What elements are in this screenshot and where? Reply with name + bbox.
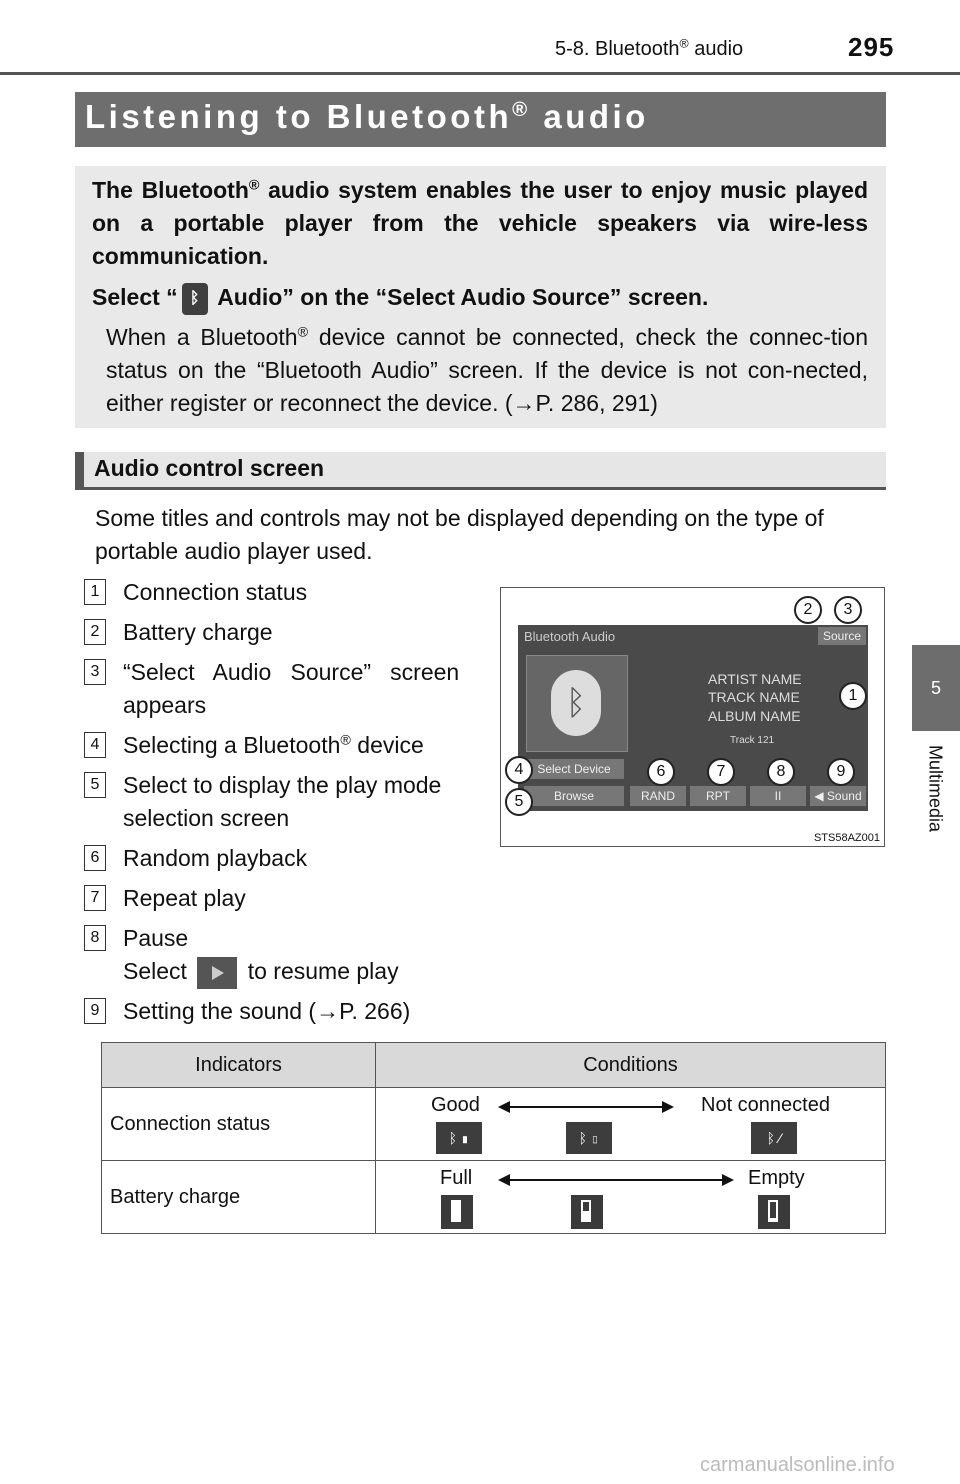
range-end: Empty	[748, 1167, 805, 1189]
number-badge: 8	[84, 925, 106, 951]
subsection-heading: Audio control screen	[75, 452, 886, 490]
random-button[interactable]: RAND	[630, 786, 686, 806]
bluetooth-good-icon: ᛒ ▮	[436, 1122, 482, 1154]
callout: 8	[767, 758, 795, 786]
number-badge: 4	[84, 732, 106, 758]
callout: 3	[834, 596, 862, 624]
select-instruction: Select “ ᛒ Audio” on the “Select Audio Source” screen.	[92, 281, 868, 315]
bluetooth-icon: ᛒ	[551, 670, 601, 736]
range-start: Full	[440, 1167, 473, 1189]
track-name: TRACK NAME	[708, 689, 800, 705]
column-header: Indicators	[102, 1043, 376, 1088]
select-device-button[interactable]: Select Device	[524, 759, 624, 779]
body-text: Some titles and controls may not be displayed depending on the type of portable audio player used.	[95, 505, 824, 564]
callout: 6	[647, 758, 675, 786]
range-start: Good	[431, 1094, 480, 1116]
page-title: Listening to Bluetooth® audio	[75, 92, 886, 147]
table-row	[102, 1088, 886, 1161]
indicator-table	[101, 1042, 886, 1234]
album-name: ALBUM NAME	[708, 708, 801, 724]
track-number: Track 121	[730, 735, 775, 746]
number-badge: 5	[84, 772, 106, 798]
play-icon	[197, 957, 237, 989]
header-rule	[0, 72, 960, 75]
section-header: 5-8. Bluetooth® audio	[555, 36, 744, 60]
screen-image	[518, 625, 868, 811]
intro-box	[75, 166, 886, 428]
bluetooth-not-connected-icon: ᛒ ⁄	[751, 1122, 797, 1154]
repeat-button[interactable]: RPT	[690, 786, 746, 806]
double-arrow-icon	[500, 1106, 672, 1108]
battery-full-icon	[441, 1195, 473, 1229]
browse-button[interactable]: Browse	[524, 786, 624, 806]
battery-empty-icon	[758, 1195, 790, 1229]
source-button[interactable]: Source	[818, 627, 866, 645]
condition-cell	[376, 1088, 886, 1161]
screen-title: Bluetooth Audio	[524, 629, 616, 644]
battery-half-icon	[571, 1195, 603, 1229]
callout: 9	[827, 758, 855, 786]
screen-figure	[500, 587, 885, 847]
chapter-tab[interactable]: 5	[912, 645, 960, 731]
callout: 5	[505, 788, 533, 816]
table-row	[102, 1161, 886, 1234]
number-badge: 1	[84, 579, 106, 605]
intro-note: When a Bluetooth® device cannot be connected, check the connec-tion status on the “Bluetooth Audio” screen. If the device is not con-nected, either register or reconnect the device. (→P. 286, 291)	[106, 323, 868, 416]
table-header-row	[102, 1043, 886, 1088]
number-badge: 3	[84, 659, 106, 685]
figure-code: STS58AZ001	[813, 832, 880, 844]
bluetooth-icon: ᛒ	[182, 283, 208, 315]
callout: 1	[839, 682, 867, 710]
chapter-label: Multimedia	[925, 745, 946, 833]
callout: 7	[707, 758, 735, 786]
number-badge: 6	[84, 845, 106, 871]
number-badge: 9	[84, 998, 106, 1024]
range-end: Not connected	[701, 1094, 830, 1116]
watermark: carmanualsonline.info	[700, 1454, 895, 1476]
pause-button[interactable]: II	[750, 786, 806, 806]
double-arrow-icon	[500, 1179, 732, 1181]
page-number: 295	[848, 32, 895, 62]
column-header: Conditions	[376, 1043, 886, 1088]
number-badge: 2	[84, 619, 106, 645]
sound-button[interactable]: ◀ Sound	[810, 786, 866, 806]
bluetooth-fair-icon: ᛒ ▯	[566, 1122, 612, 1154]
callout: 2	[794, 596, 822, 624]
row-label: Battery charge	[102, 1161, 376, 1234]
number-badge: 7	[84, 885, 106, 911]
intro-text: The Bluetooth® audio system enables the user to enjoy music played on a portable player from the vehicle speakers via wire-less communication.	[92, 177, 868, 269]
callout: 4	[505, 756, 533, 784]
album-art	[526, 655, 628, 752]
condition-cell	[376, 1161, 886, 1234]
artist-name: ARTIST NAME	[708, 671, 802, 687]
row-label: Connection status	[102, 1088, 376, 1161]
